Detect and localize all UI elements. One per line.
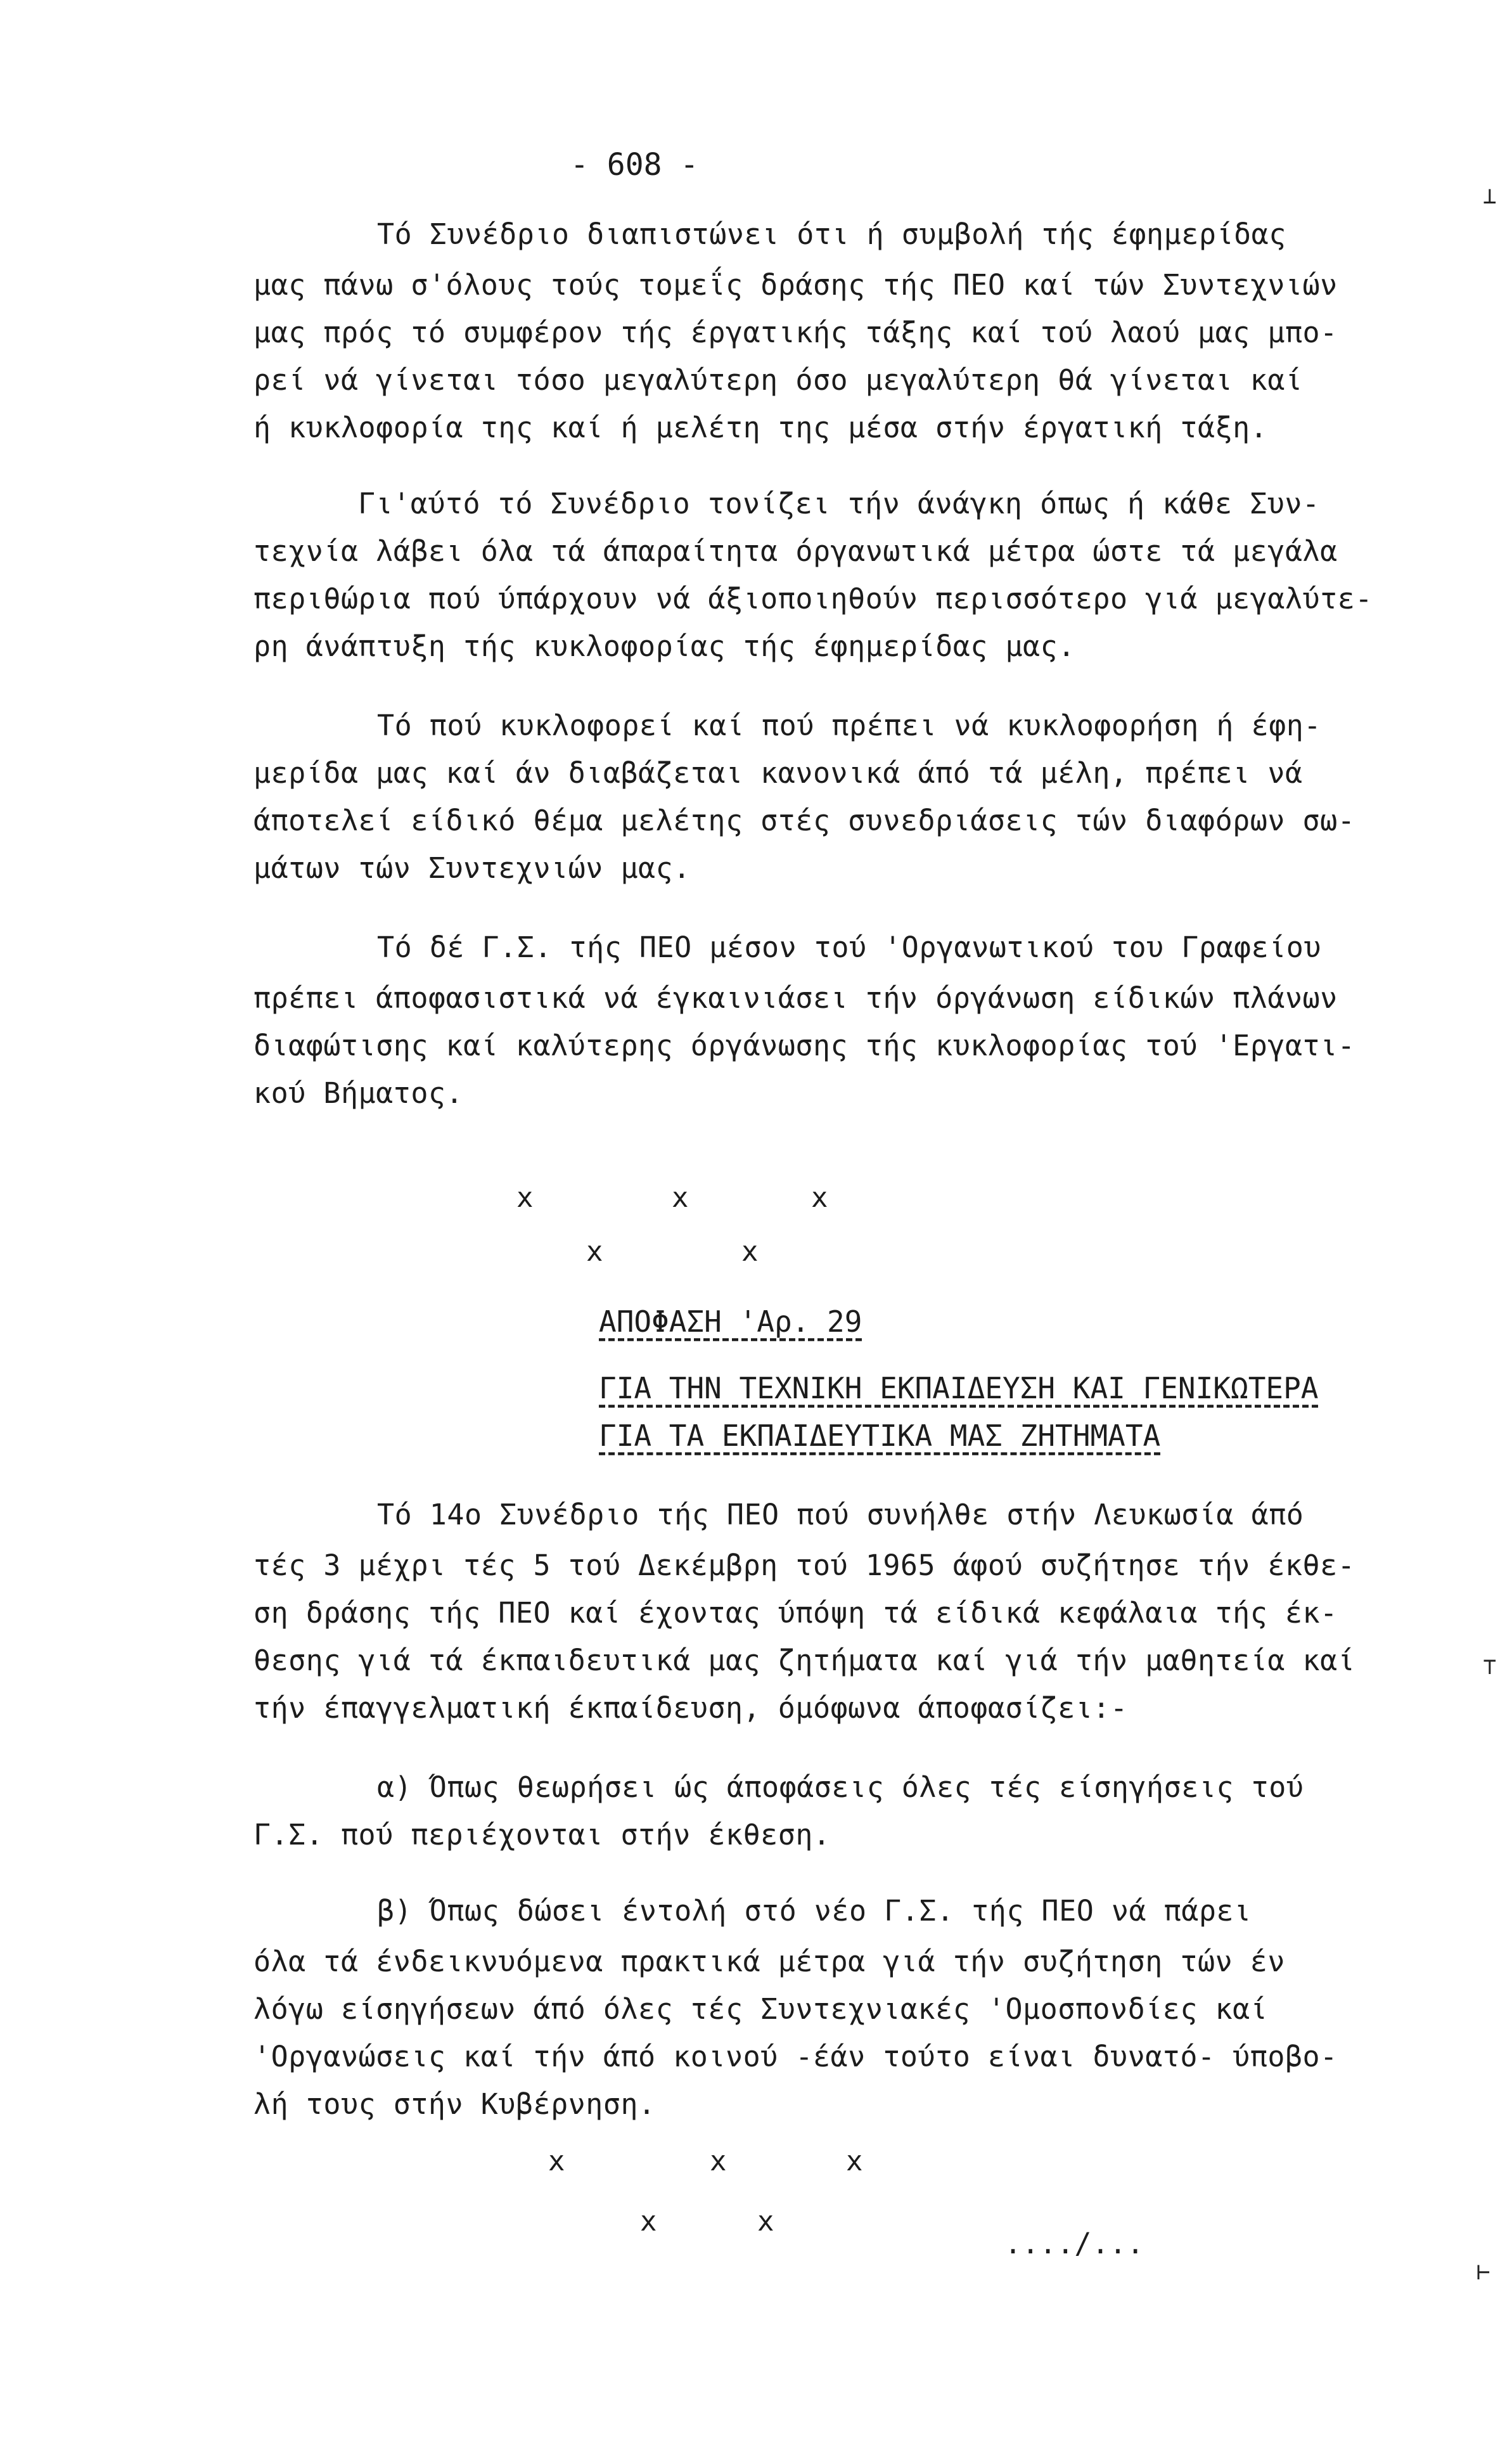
separator-mark: x xyxy=(548,2145,565,2177)
list-item-b: β) Όπως δώσει έντολή στό νέο Γ.Σ. τής ΠΕΟ νά πάρει xyxy=(377,1894,1252,1928)
text-line: θεσης γιά τά έκπαιδευτικά μας ζητήματα καί γιά τήν μαθητεία καί xyxy=(253,1644,1355,1677)
text-line: Γ.Σ. πού περιέχονται στήν έκθεση. xyxy=(253,1818,831,1852)
separator-mark: x xyxy=(741,1235,759,1268)
separator-mark: x xyxy=(516,1182,534,1214)
text-line: Τό πού κυκλοφορεί καί πού πρέπει νά κυκλοφορήση ή έφη- xyxy=(377,709,1321,742)
list-item-a: α) Όπως θεωρήσει ώς άποφάσεις όλες τές είσηγήσεις τού xyxy=(377,1770,1304,1804)
text-line: μας πρός τό συμφέρον τής έργατικής τάξης καί τού λαού μας μπο- xyxy=(253,316,1338,349)
text-line: μερίδα μας καί άν διαβάζεται κανονικά άπό τά μέλη, πρέπει νά xyxy=(253,756,1303,790)
margin-mark-icon: ⊥ xyxy=(1483,183,1497,209)
text-line: 'Οργανώσεις καί τήν άπό κοινού -έάν τούτο είναι δυνατό- ύποβο- xyxy=(253,2040,1338,2073)
page-number: - 608 - xyxy=(570,147,699,183)
text-line: όλα τά ένδεικνυόμενα πρακτικά μέτρα γιά τήν συζήτηση τών έν xyxy=(253,1945,1285,1978)
text-line: Τό δέ Γ.Σ. τής ΠΕΟ μέσον τού 'Οργανωτικού του Γραφείου xyxy=(377,931,1321,964)
text-line: κού Βήματος. xyxy=(253,1076,464,1110)
text-line: ση δράσης τής ΠΕΟ καί έχοντας ύπόψη τά είδικά κεφάλαια τής έκ- xyxy=(253,1596,1338,1630)
text-line: διαφώτισης καί καλύτερης όργάνωσης τής κυκλοφορίας τού 'Εργατι- xyxy=(253,1029,1355,1062)
text-line: ρη άνάπτυξη τής κυκλοφορίας τής έφημερίδας μας. xyxy=(253,629,1075,663)
separator-mark: x xyxy=(672,1182,689,1214)
decision-title-line-1: ΓΙΑ ΤΗΝ ΤΕΧΝΙΚΗ ΕΚΠΑΙΔΕΥΣΗ ΚΑΙ ΓΕΝΙΚΩΤΕΡΑ xyxy=(599,1371,1319,1405)
separator-mark: x xyxy=(846,2145,863,2177)
text-line: τήν έπαγγελματική έκπαίδευση, όμόφωνα άποφασίζει:- xyxy=(253,1691,1128,1725)
separator-mark: x xyxy=(811,1182,828,1214)
text-line: λή τους στήν Κυβέρνηση. xyxy=(253,2087,656,2121)
text-line: μας πάνω σ'όλους τούς τομεΐς δράσης τής ΠΕΟ καί τών Συντεχνιών xyxy=(253,268,1338,302)
text-line: τεχνία λάβει όλα τά άπαραίτητα όργανωτικά μέτρα ώστε τά μεγάλα xyxy=(253,534,1338,568)
separator-mark: x xyxy=(757,2205,774,2238)
text-line: τές 3 μέχρι τές 5 τού Δεκέμβρη τού 1965 άφού συζήτησε τήν έκθε- xyxy=(253,1549,1355,1582)
text-line: ή κυκλοφορία της καί ή μελέτη της μέσα στήν έργατική τάξη. xyxy=(253,411,1268,444)
text-line: Τό Συνέδριο διαπιστώνει ότι ή συμβολή τής έφημερίδας xyxy=(377,217,1286,251)
text-line: Τό 14ο Συνέδριο τής ΠΕΟ πού συνήλθε στήν Λευκωσία άπό xyxy=(377,1498,1304,1531)
continuation-mark: ..../... xyxy=(1004,2227,1144,2260)
separator-mark: x xyxy=(710,2145,727,2177)
text-line: μάτων τών Συντεχνιών μας. xyxy=(253,851,691,885)
margin-mark-icon: ⊢ xyxy=(1477,2259,1490,2285)
separator-mark: x xyxy=(586,1235,603,1268)
text-line: πρέπει άποφασιστικά νά έγκαινιάσει τήν όργάνωση είδικών πλάνων xyxy=(253,981,1338,1015)
text-line: ρεί νά γίνεται τόσο μεγαλύτερη όσο μεγαλύτερη θά γίνεται καί xyxy=(253,363,1303,397)
text-line: περιθώρια πού ύπάρχουν νά άξιοποιηθούν περισσότερο γιά μεγαλύτε- xyxy=(253,582,1373,615)
margin-mark-icon: ⊤ xyxy=(1483,1654,1497,1680)
text-line: άποτελεί είδικό θέμα μελέτης στές συνεδριάσεις τών διαφόρων σω- xyxy=(253,804,1355,837)
text-line: λόγω είσηγήσεων άπό όλες τές Συντεχνιακές 'Ομοσπονδίες καί xyxy=(253,1992,1268,2026)
decision-number: ΑΠΟΦΑΣΗ 'Αρ. 29 xyxy=(599,1304,862,1339)
decision-title-line-2: ΓΙΑ ΤΑ ΕΚΠΑΙΔΕΥΤΙΚΑ ΜΑΣ ΖΗΤΗΜΑΤΑ xyxy=(599,1419,1161,1453)
separator-mark: x xyxy=(640,2205,657,2238)
text-line: Γι'αύτό τό Συνέδριο τονίζει τήν άνάγκη όπως ή κάθε Συν- xyxy=(358,487,1320,520)
